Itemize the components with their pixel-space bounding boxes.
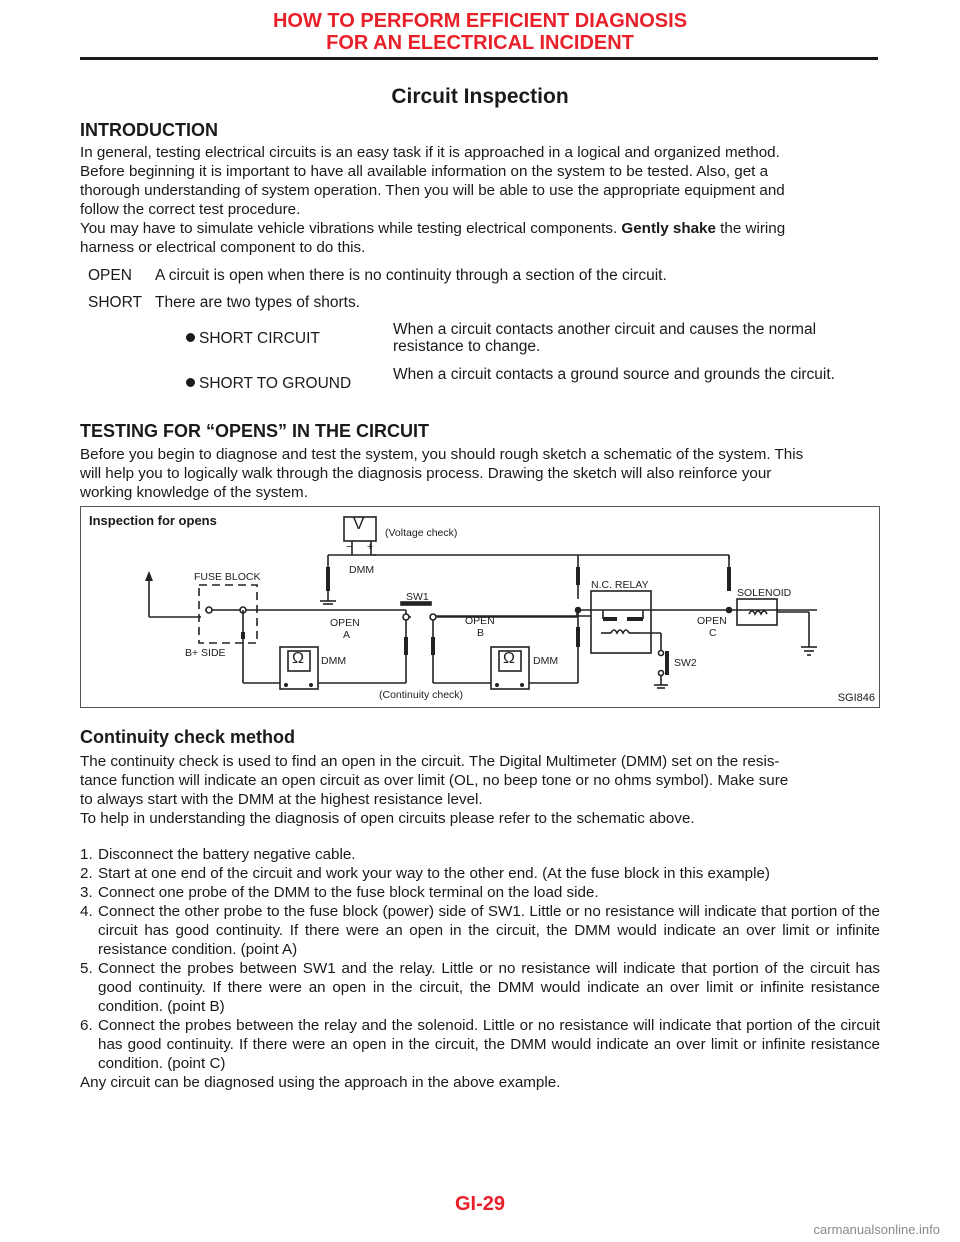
step-number: 5. [80, 960, 93, 977]
short-term: SHORT [88, 294, 142, 311]
opens-line: working knowledge of the system. [80, 484, 308, 501]
list-item [80, 1016, 880, 1073]
open-b-letter: B [477, 627, 485, 639]
step-number: 2. [80, 865, 93, 882]
open-c-letter: C [709, 627, 717, 639]
list-item [80, 864, 880, 883]
ohm-icon: Ω [503, 650, 515, 667]
intro-line: follow the correct test procedure. [80, 201, 301, 218]
opens-paragraph [80, 445, 880, 502]
opens-line: Before you begin to diagnose and test the system, you should rough sketch a schematic of the system. This [80, 446, 804, 463]
short-circuit-desc: When a circuit contacts another circuit and causes the normal resistance to change. [393, 321, 817, 355]
step-text: Connect the probes between the relay and the solenoid. Little or no resistance will indicate that portion of the circuit has good continuity. If there were an open in the circuit, the DMM would indicate an over limit or infinite resistance condition. (point C) [98, 1017, 880, 1072]
continuity-check-label: (Continuity check) [379, 689, 464, 701]
list-item [80, 883, 880, 902]
open-c-label: OPEN [697, 615, 727, 627]
ohm-icon: Ω [292, 650, 304, 667]
continuity-line: The continuity check is used to find an open in the circuit. The Digital Multimeter (DMM) set on the resis- [80, 753, 780, 770]
short-circuit-label: SHORT CIRCUIT [199, 330, 320, 347]
step-text: Connect the probes between SW1 and the relay. Little or no resistance will indicate that portion of the circuit has good continuity. If there were an open in the circuit, the DMM would indicate an over limit or infinite resistance condition. (point B) [98, 960, 880, 1015]
step-text: Start at one end of the circuit and work your way to the other end. (At the fuse block in this example) [98, 865, 770, 882]
open-term: OPEN [88, 267, 132, 284]
watermark: carmanualsonline.info [813, 1222, 940, 1237]
intro-paragraph [80, 143, 880, 257]
figure-code: SGI846 [837, 692, 875, 704]
shake-bold: Gently shake [621, 220, 716, 237]
list-item [80, 902, 880, 959]
short-circuit-term [186, 330, 320, 348]
continuity-paragraph [80, 752, 880, 828]
shake-text: You may have to simulate vehicle vibrations while testing electrical components. [80, 220, 622, 237]
short-to-ground-term [186, 375, 351, 393]
step-text: Connect the other probe to the fuse block (power) side of SW1. Little or no resistance will indicate that portion of the circuit has good continuity. If there were an open in the circuit, the DMM would indicate an over limit or infinite resistance condition. (point A) [98, 903, 880, 958]
closing-line: Any circuit can be diagnosed using the approach in the above example. [80, 1074, 561, 1091]
minus-sign: − [346, 541, 353, 553]
shake-line [80, 219, 880, 238]
bullet-icon [186, 333, 195, 342]
intro-line: In general, testing electrical circuits is an easy task if it is approached in a logical and organized method. [80, 144, 780, 161]
page-header [0, 10, 960, 54]
continuity-line: to always start with the DMM at the highest resistance level. [80, 791, 483, 808]
circuit-schematic [81, 507, 881, 709]
open-a-label: OPEN [330, 617, 360, 629]
step-text: Connect one probe of the DMM to the fuse block terminal on the load side. [98, 884, 599, 901]
voltage-symbol: V [353, 514, 365, 533]
sw2-label: SW2 [674, 657, 697, 669]
continuity-line: To help in understanding the diagnosis of open circuits please refer to the schematic above. [80, 810, 695, 827]
intro-line: Before beginning it is important to have all available information on the system to be tested. Also, get a [80, 163, 769, 180]
header-rule [80, 57, 878, 60]
open-a-letter: A [343, 629, 351, 641]
voltage-check-label: (Voltage check) [385, 527, 458, 539]
continuity-line: tance function will indicate an open circuit as over limit (OL, no beep tone or no ohms symbol). Make sure [80, 772, 789, 789]
intro-line: thorough understanding of system operation. Then you will be able to use the appropriate equipment and [80, 182, 785, 199]
short-desc: There are two types of shorts. [155, 294, 361, 311]
page-number: GI-29 [454, 1193, 506, 1215]
fuse-block-label: FUSE BLOCK [194, 571, 261, 583]
intro-heading: INTRODUCTION [80, 120, 218, 140]
dmm-2-label: DMM [533, 655, 559, 667]
step-number: 4. [80, 903, 93, 920]
open-desc: A circuit is open when there is no continuity through a section of the circuit. [155, 267, 667, 284]
relay-label: N.C. RELAY [591, 579, 649, 591]
bullet-icon [186, 378, 195, 387]
inspection-diagram [80, 506, 880, 708]
shake-text-end: the wiring [715, 220, 786, 237]
shake-line-2: harness or electrical component to do this. [80, 239, 366, 256]
diagram-title: Inspection for opens [89, 513, 217, 528]
short-to-ground-desc: When a circuit contacts a ground source and grounds the circuit. [393, 366, 835, 383]
step-number: 3. [80, 884, 93, 901]
sw1-label: SW1 [406, 591, 429, 603]
header-line-2: FOR AN ELECTRICAL INCIDENT [326, 32, 634, 54]
plus-sign: + [367, 541, 374, 553]
steps-list [80, 845, 880, 1092]
dmm-1-label: DMM [321, 655, 347, 667]
page-title: Circuit Inspection [391, 85, 569, 108]
short-to-ground-label: SHORT TO GROUND [199, 375, 352, 392]
b-side-label: B+ SIDE [185, 647, 226, 659]
header-line-1: HOW TO PERFORM EFFICIENT DIAGNOSIS [272, 10, 688, 32]
open-b-label: OPEN [465, 615, 495, 627]
solenoid-label: SOLENOID [737, 587, 792, 599]
step-number: 1. [80, 846, 93, 863]
opens-line: will help you to logically walk through the diagnosis process. Drawing the sketch will also reinforce your [80, 465, 772, 482]
opens-heading: TESTING FOR “OPENS” IN THE CIRCUIT [80, 421, 430, 441]
continuity-heading: Continuity check method [80, 727, 296, 747]
list-item [80, 959, 880, 1016]
step-text: Disconnect the battery negative cable. [98, 846, 356, 863]
list-item [80, 845, 880, 864]
dmm-top-label: DMM [349, 564, 375, 576]
step-number: 6. [80, 1017, 93, 1034]
